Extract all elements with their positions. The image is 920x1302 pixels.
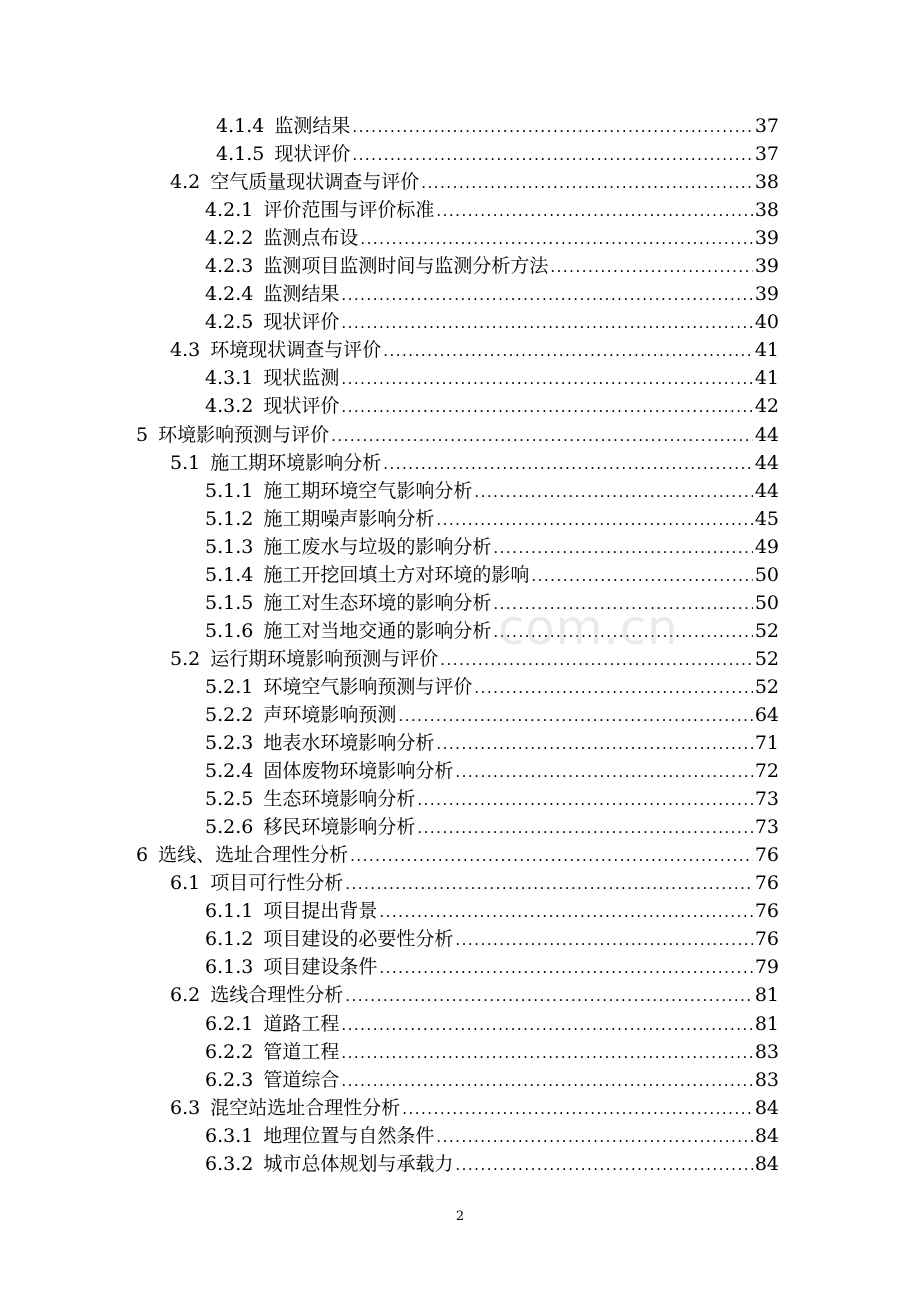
toc-entry[interactable] [0, 280, 920, 308]
toc-entry[interactable] [0, 112, 920, 140]
toc-entry-page: 41 [754, 367, 779, 390]
toc-entry-title: 施工期环境空气影响分析 [263, 479, 473, 502]
toc-entry[interactable] [0, 897, 920, 925]
toc-entry-title: 项目提出背景 [263, 900, 378, 923]
toc-entry-number: 6.2.1 [205, 1012, 254, 1035]
toc-entry-number: 4.3.2 [205, 395, 254, 418]
toc-entry-number: 5.2.6 [205, 816, 254, 839]
toc-entry[interactable] [0, 841, 920, 869]
toc-entry[interactable] [0, 869, 920, 897]
toc-entry-number: 4.2.5 [205, 311, 254, 334]
toc-entry[interactable] [0, 785, 920, 813]
toc-dot-leader [345, 870, 753, 898]
toc-entry-page: 49 [754, 535, 779, 558]
toc-entry-title: 地表水环境影响分析 [263, 732, 435, 755]
toc-entry-page: 72 [754, 760, 779, 783]
toc-entry-title: 监测项目监测时间与监测分析方法 [263, 255, 549, 278]
toc-entry-title: 监测结果 [263, 283, 340, 306]
toc-entry-title: 现状评价 [263, 395, 340, 418]
toc-entry[interactable] [0, 617, 920, 645]
toc-entry-page: 76 [754, 928, 779, 951]
toc-entry-number: 4.1.5 [216, 143, 265, 166]
toc-entry[interactable] [0, 196, 920, 224]
toc-entry[interactable] [0, 645, 920, 673]
toc-dot-leader [455, 1151, 752, 1179]
toc-entry-page: 71 [754, 732, 779, 755]
toc-entry-page: 81 [754, 984, 779, 1007]
toc-entry-title: 评价范围与评价标准 [263, 199, 435, 222]
toc-entry-number: 4.3.1 [205, 367, 254, 390]
toc-entry-title: 管道综合 [263, 1068, 340, 1091]
table-of-contents [0, 112, 920, 1178]
toc-entry-title: 城市总体规划与承载力 [263, 1152, 454, 1175]
toc-entry-title: 项目建设条件 [263, 956, 378, 979]
toc-entry-page: 38 [754, 171, 779, 194]
toc-entry[interactable] [0, 1066, 920, 1094]
toc-entry-title: 施工对生态环境的影响分析 [263, 591, 492, 614]
toc-entry-number: 5.2.2 [205, 703, 254, 726]
toc-entry-title: 移民环境影响分析 [263, 816, 416, 839]
toc-entry-number: 6.2 [170, 984, 201, 1007]
toc-entry-title: 监测结果 [274, 115, 351, 137]
toc-entry-number: 6.3 [170, 1096, 201, 1119]
toc-dot-leader [402, 1095, 753, 1123]
toc-entry-page: 52 [754, 675, 779, 698]
toc-entry[interactable] [0, 1094, 920, 1122]
toc-entry[interactable] [0, 701, 920, 729]
toc-dot-leader [417, 814, 752, 842]
toc-entry-title: 环境空气影响预测与评价 [263, 675, 473, 698]
toc-dot-leader [436, 1123, 752, 1151]
toc-entry-page: 76 [754, 872, 779, 895]
toc-entry-number: 6.2.3 [205, 1068, 254, 1091]
toc-entry[interactable] [0, 364, 920, 392]
toc-entry[interactable] [0, 589, 920, 617]
toc-entry[interactable] [0, 981, 920, 1009]
toc-entry-title: 现状评价 [274, 143, 351, 166]
toc-entry-number: 6.1.1 [205, 900, 254, 923]
toc-dot-leader [341, 1067, 752, 1095]
toc-entry-number: 5.2.1 [205, 675, 254, 698]
toc-dot-leader [350, 842, 753, 870]
toc-entry-page: 52 [754, 647, 779, 670]
toc-entry-title: 空气质量现状调查与评价 [210, 171, 420, 194]
toc-dot-leader [383, 450, 753, 478]
toc-entry-title: 环境影响预测与评价 [158, 423, 330, 446]
toc-entry[interactable] [0, 449, 920, 477]
toc-entry[interactable] [0, 533, 920, 561]
toc-entry-title: 施工废水与垃圾的影响分析 [263, 535, 492, 558]
toc-entry-title: 施工期环境影响分析 [210, 451, 382, 474]
toc-entry-title: 声环境影响预测 [263, 703, 397, 726]
toc-entry-number: 5.2 [170, 647, 201, 670]
toc-entry[interactable] [0, 925, 920, 953]
toc-entry-page: 52 [754, 619, 779, 642]
toc-entry-number: 4.2.2 [205, 227, 254, 250]
toc-entry[interactable] [0, 813, 920, 841]
toc-entry-page: 44 [754, 479, 779, 502]
toc-entry-number: 4.3 [170, 339, 201, 362]
toc-entry[interactable] [0, 336, 920, 364]
toc-entry-page: 79 [754, 956, 779, 979]
toc-dot-leader [474, 674, 752, 702]
toc-entry-title: 现状评价 [263, 311, 340, 334]
toc-entry-title: 运行期环境影响预测与评价 [210, 647, 439, 670]
toc-entry-page: 39 [754, 255, 779, 278]
toc-dot-leader [341, 365, 752, 393]
toc-dot-leader [531, 562, 752, 590]
toc-entry-page: 83 [754, 1068, 779, 1091]
toc-entry-title: 生态环境影响分析 [263, 788, 416, 811]
toc-entry-page: 45 [754, 507, 779, 530]
toc-entry-number: 4.2.1 [205, 199, 254, 222]
toc-entry-page: 81 [754, 1012, 779, 1035]
toc-dot-leader [398, 702, 752, 730]
toc-entry[interactable] [0, 505, 920, 533]
toc-entry-page: 76 [754, 844, 779, 867]
toc-entry-page: 73 [754, 788, 779, 811]
toc-dot-leader [436, 197, 752, 225]
toc-entry[interactable] [0, 252, 920, 280]
toc-entry-page: 44 [754, 451, 779, 474]
toc-entry-number: 6.3.1 [205, 1124, 254, 1147]
toc-dot-leader [341, 281, 752, 309]
toc-entry-title: 监测点布设 [263, 227, 359, 250]
toc-entry[interactable] [0, 1038, 920, 1066]
toc-entry[interactable] [0, 224, 920, 252]
toc-dot-leader [493, 534, 752, 562]
toc-entry-page: 84 [754, 1124, 779, 1147]
toc-entry-page: 37 [754, 115, 779, 137]
toc-entry-title: 道路工程 [263, 1012, 340, 1035]
toc-dot-leader [331, 422, 753, 450]
toc-dot-leader [341, 1039, 752, 1067]
toc-dot-leader [417, 786, 752, 814]
watermark: com.cn [498, 600, 679, 656]
toc-entry-number: 5.1.2 [205, 507, 254, 530]
toc-entry-title: 固体废物环境影响分析 [263, 760, 454, 783]
toc-entry-number: 5.2.4 [205, 760, 254, 783]
toc-dot-leader [345, 982, 753, 1010]
toc-entry-number: 4.1.4 [216, 115, 265, 137]
toc-dot-leader [341, 309, 752, 337]
toc-entry-number: 6.3.2 [205, 1152, 254, 1175]
toc-entry-page: 50 [754, 591, 779, 614]
toc-entry[interactable] [0, 392, 920, 420]
toc-entry-title: 混空站选址合理性分析 [210, 1096, 401, 1119]
toc-entry[interactable] [0, 140, 920, 168]
toc-entry-page: 50 [754, 563, 779, 586]
toc-entry-page: 83 [754, 1040, 779, 1063]
toc-entry-title: 项目可行性分析 [210, 872, 344, 895]
toc-entry-title: 现状监测 [263, 367, 340, 390]
toc-entry-number: 5.1.3 [205, 535, 254, 558]
toc-dot-leader [455, 758, 752, 786]
toc-entry-title: 地理位置与自然条件 [263, 1124, 435, 1147]
toc-entry-number: 5.2.3 [205, 732, 254, 755]
toc-dot-leader [421, 169, 753, 197]
toc-entry[interactable] [0, 757, 920, 785]
toc-dot-leader [352, 113, 752, 141]
toc-dot-leader [341, 393, 752, 421]
toc-entry-title: 环境现状调查与评价 [210, 339, 382, 362]
toc-entry[interactable] [0, 477, 920, 505]
toc-dot-leader [383, 337, 753, 365]
toc-entry-number: 5.1.5 [205, 591, 254, 614]
toc-entry-page: 84 [754, 1152, 779, 1175]
toc-entry[interactable] [0, 1150, 920, 1178]
toc-entry-number: 5.1.4 [205, 563, 254, 586]
toc-entry-number: 6.2.2 [205, 1040, 254, 1063]
toc-dot-leader [440, 646, 753, 674]
toc-dot-leader [493, 590, 752, 618]
toc-entry-title: 施工对当地交通的影响分析 [263, 619, 492, 642]
toc-entry-number: 5 [136, 423, 149, 446]
toc-entry[interactable] [0, 168, 920, 196]
toc-entry-page: 39 [754, 227, 779, 250]
toc-entry-page: 42 [754, 395, 779, 418]
toc-dot-leader [341, 1011, 752, 1039]
toc-entry-page: 37 [754, 143, 779, 166]
toc-entry-number: 6.1.3 [205, 956, 254, 979]
toc-entry-title: 施工开挖回填土方对环境的影响 [263, 563, 530, 586]
toc-entry-number: 4.2 [170, 171, 201, 194]
toc-entry-number: 5.1.1 [205, 479, 254, 502]
toc-entry-page: 84 [754, 1096, 779, 1119]
toc-entry-number: 6.1 [170, 872, 201, 895]
toc-dot-leader [379, 898, 752, 926]
toc-dot-leader [550, 253, 752, 281]
toc-entry[interactable] [0, 421, 920, 449]
toc-entry[interactable] [0, 1010, 920, 1038]
toc-entry-number: 6.1.2 [205, 928, 254, 951]
toc-entry-number: 6 [136, 844, 149, 867]
toc-entry-number: 4.2.4 [205, 283, 254, 306]
toc-entry[interactable] [0, 308, 920, 336]
toc-dot-leader [493, 618, 752, 646]
page-number: 2 [455, 1209, 465, 1224]
toc-entry-number: 4.2.3 [205, 255, 254, 278]
toc-entry[interactable] [0, 673, 920, 701]
toc-entry-page: 64 [754, 703, 779, 726]
toc-entry[interactable] [0, 953, 920, 981]
toc-entry[interactable] [0, 561, 920, 589]
toc-entry-page: 44 [754, 423, 779, 446]
toc-dot-leader [436, 730, 752, 758]
toc-entry-title: 选线、选址合理性分析 [158, 844, 349, 867]
toc-dot-leader [455, 926, 752, 954]
toc-entry-title: 选线合理性分析 [210, 984, 344, 1007]
toc-entry-page: 38 [754, 199, 779, 222]
toc-entry-number: 5.2.5 [205, 788, 254, 811]
toc-entry-page: 41 [754, 339, 779, 362]
toc-entry-number: 5.1 [170, 451, 201, 474]
toc-entry[interactable] [0, 729, 920, 757]
toc-dot-leader [474, 478, 752, 506]
toc-dot-leader [379, 954, 752, 982]
toc-entry-page: 76 [754, 900, 779, 923]
toc-entry-page: 39 [754, 283, 779, 306]
toc-entry-page: 73 [754, 816, 779, 839]
toc-dot-leader [360, 225, 752, 253]
toc-dot-leader [352, 141, 752, 169]
toc-entry-number: 5.1.6 [205, 619, 254, 642]
toc-entry-title: 施工期噪声影响分析 [263, 507, 435, 530]
toc-entry-title: 项目建设的必要性分析 [263, 928, 454, 951]
toc-dot-leader [436, 506, 752, 534]
toc-entry-title: 管道工程 [263, 1040, 340, 1063]
toc-entry-page: 40 [754, 311, 779, 334]
toc-entry[interactable] [0, 1122, 920, 1150]
